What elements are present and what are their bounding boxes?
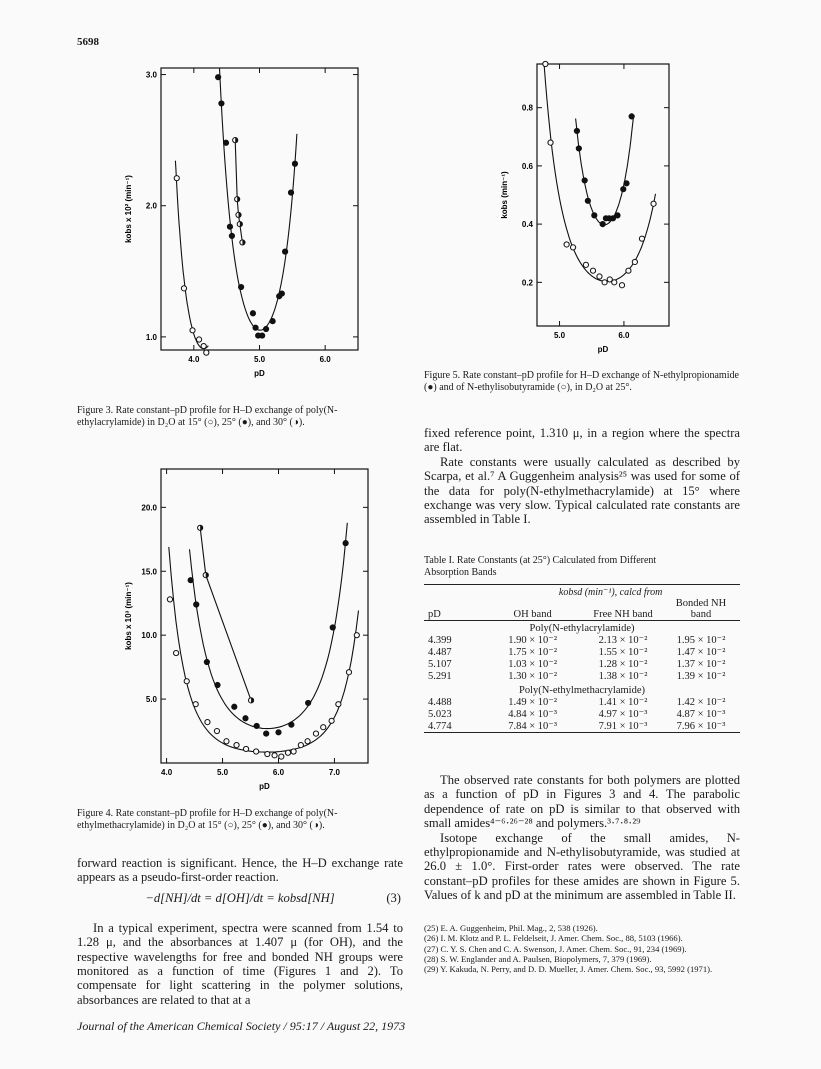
table-group-1-row — [424, 670, 740, 682]
data-point-open — [612, 280, 617, 285]
data-point-open — [597, 274, 602, 279]
data-point-open — [354, 633, 359, 638]
data-point-filled — [194, 602, 199, 607]
x-tick-label: 6.0 — [618, 331, 630, 340]
data-point-open — [313, 731, 318, 736]
left-paragraph-1: forward reaction is significant. Hence, the H–D exchange rate appears as a pseudo-first-order reaction. — [77, 856, 403, 885]
data-point-filled — [250, 311, 255, 316]
data-point-open — [626, 268, 631, 273]
table-header-oh: OH band — [513, 609, 552, 620]
data-point-open — [639, 236, 644, 241]
data-point-open — [167, 597, 172, 602]
data-point-filled — [289, 722, 294, 727]
table-group-2-row — [424, 720, 740, 733]
y-tick-label: 3.0 — [145, 70, 157, 80]
series-curve — [190, 523, 348, 729]
data-point-half — [235, 197, 240, 202]
table-cell: 2.13 × 10⁻² — [598, 635, 648, 646]
data-point-filled — [292, 161, 297, 166]
series-curve — [576, 115, 634, 225]
data-point-filled — [219, 101, 224, 106]
figure-4-plot — [118, 455, 378, 800]
data-point-filled — [283, 249, 288, 254]
data-point-filled — [239, 284, 244, 289]
data-point-open — [321, 725, 326, 730]
left-paragraph-2: In a typical experiment, spectra were scanned from 1.54 to 1.28 μ, and the absorbances at 1.407 μ (for OH), and the respective wavelengths for free and bonded NH groups were monitored as a function of time (Figures 1 and 2). To compensate for light scattering in the polymer solutions, absorbances are related to that at a — [77, 920, 403, 1007]
equation-body: −d[NH]/dt = d[OH]/dt = kobsd[NH] — [145, 890, 335, 905]
data-point-half — [233, 138, 238, 143]
x-tick-label: 4.0 — [161, 768, 173, 777]
x-tick-label: 7.0 — [328, 768, 340, 777]
data-point-open — [234, 743, 239, 748]
data-point-open — [214, 728, 219, 733]
data-point-open — [190, 328, 195, 333]
data-point-open — [224, 739, 229, 744]
reference-item: (28) S. W. Englander and A. Paulsen, Biopolymers, 7, 379 (1969). — [424, 953, 652, 964]
data-point-filled — [585, 198, 590, 203]
data-point-open — [583, 262, 588, 267]
table-cell: 1.37 × 10⁻² — [676, 659, 726, 670]
data-point-open — [298, 743, 303, 748]
series-curve — [235, 140, 242, 242]
data-point-filled — [629, 114, 634, 119]
data-point-half — [203, 572, 208, 577]
data-point-filled — [615, 213, 620, 218]
figure-5-caption: Figure 5. Rate constant–pD profile for H–D exchange of N-ethylpropionamide (●) and of N-ethylisobutyramide (○), in D₂O at 25°. — [424, 370, 739, 393]
table-group-2-row — [424, 708, 740, 720]
data-point-filled — [582, 178, 587, 183]
data-point-half — [248, 698, 253, 703]
figure-3-svg — [118, 58, 378, 393]
data-point-filled — [276, 730, 281, 735]
table-cell: 4.84 × 10⁻³ — [508, 709, 557, 720]
data-point-open — [543, 61, 548, 66]
data-point-filled — [270, 319, 275, 324]
data-point-filled — [215, 682, 220, 687]
y-axis-label: kobs x 10³ (min⁻¹) — [124, 582, 133, 650]
data-point-open — [272, 753, 277, 758]
plot-frame — [161, 68, 358, 350]
table-group-1: Poly(N-ethylacrylamide) — [529, 623, 635, 634]
table-cell: 1.90 × 10⁻² — [508, 635, 557, 646]
journal-footer: Journal of the American Chemical Society / 95:17 / August 22, 1973 — [77, 1019, 406, 1033]
y-axis-label: kobs x 10² (min⁻¹) — [124, 175, 133, 243]
data-point-open — [174, 176, 179, 181]
data-point-filled — [188, 578, 193, 583]
data-point-open — [336, 702, 341, 707]
data-point-open — [346, 670, 351, 675]
table-cell: 1.55 × 10⁻² — [598, 647, 648, 658]
figure-3-plot — [118, 58, 378, 393]
table-cell: 7.96 × 10⁻³ — [676, 721, 726, 732]
table-cell: 1.03 × 10⁻² — [508, 659, 557, 670]
right-column-text-top — [424, 426, 740, 527]
table-cell: 4.487 — [428, 646, 452, 658]
table-cell: 4.97 × 10⁻³ — [598, 709, 648, 720]
x-tick-label: 5.0 — [253, 355, 266, 364]
data-point-filled — [576, 146, 581, 151]
x-tick-label: 4.0 — [188, 355, 200, 364]
table-group-1-row — [424, 658, 740, 670]
data-point-open — [570, 245, 575, 250]
right-column-text-bottom — [424, 773, 740, 903]
data-point-open — [305, 739, 310, 744]
data-point-filled — [260, 333, 265, 338]
x-tick-label: 5.0 — [553, 331, 566, 340]
data-point-filled — [254, 723, 259, 728]
data-point-filled — [592, 213, 597, 218]
table-header-bonded-nh: Bonded NH band — [675, 598, 727, 620]
series-curve — [200, 528, 251, 701]
data-point-open — [291, 749, 296, 754]
data-point-open — [285, 750, 290, 755]
table-group-2: Poly(N-ethylmethacrylamide) — [519, 685, 645, 696]
data-point-filled — [624, 181, 629, 186]
data-point-filled — [264, 731, 269, 736]
reference-item: (27) C. Y. S. Chen and C. A. Swenson, J. Amer. Chem. Soc., 91, 234 (1969). — [424, 943, 687, 954]
y-tick-label: 0.2 — [521, 278, 533, 288]
figure-3-caption: Figure 3. Rate constant–pD profile for H–D exchange of poly(N-ethylacrylamide) in D₂O at 15° (○), 25° (●), and 30° (◑). — [77, 405, 338, 428]
table-group-1-row — [424, 634, 740, 646]
data-point-half — [236, 212, 241, 217]
left-column-text — [77, 856, 403, 1007]
y-tick-label: 20.0 — [141, 503, 157, 513]
x-tick-label: 5.0 — [216, 768, 229, 777]
y-axis-label: kobs (min⁻¹) — [500, 171, 509, 219]
data-point-open — [619, 283, 624, 288]
table-cell: 7.91 × 10⁻³ — [598, 721, 648, 732]
equation-3 — [77, 891, 403, 913]
table-cell: 1.47 × 10⁻² — [676, 647, 726, 658]
table-cell: 5.107 — [428, 658, 452, 670]
y-tick-label: 10.0 — [141, 631, 157, 641]
table-cell: 4.87 × 10⁻³ — [676, 709, 726, 720]
data-point-filled — [216, 75, 221, 80]
table-cell: 4.399 — [428, 634, 452, 646]
data-point-open — [548, 140, 553, 145]
reference-item: (25) E. A. Guggenheim, Phil. Mag., 2, 538 (1926). — [424, 923, 598, 933]
x-axis-label: pD — [597, 345, 609, 354]
y-tick-label: 2.0 — [145, 201, 157, 211]
data-point-open — [184, 679, 189, 684]
data-point-filled — [263, 326, 268, 331]
y-tick-label: 5.0 — [145, 695, 157, 705]
data-point-open — [243, 746, 248, 751]
table-cell: 1.49 × 10⁻² — [508, 697, 557, 708]
x-axis-label: pD — [254, 369, 265, 378]
table-cell: 1.95 × 10⁻² — [676, 635, 726, 646]
data-point-filled — [600, 222, 605, 227]
table-1-title: Table I. Rate Constants (at 25°) Calculated from Different Absorption Bands — [424, 555, 657, 578]
table-cell: 4.488 — [428, 696, 452, 708]
y-tick-label: 0.4 — [521, 220, 533, 230]
table-span-header: kobsd (min⁻¹), calcd from — [558, 587, 663, 598]
data-point-filled — [288, 190, 293, 195]
data-point-open — [193, 702, 198, 707]
data-point-filled — [253, 325, 258, 330]
table-cell: 1.42 × 10⁻² — [676, 697, 726, 708]
data-point-open — [590, 268, 595, 273]
figure-4-svg — [118, 455, 378, 800]
data-point-open — [651, 201, 656, 206]
data-point-open — [181, 286, 186, 291]
table-cell: 1.28 × 10⁻² — [598, 659, 648, 670]
figure-5-svg — [497, 58, 682, 358]
data-point-open — [279, 754, 284, 759]
y-tick-label: 15.0 — [141, 567, 157, 577]
right-paragraph-1: fixed reference point, 1.310 μ, in a region where the spectra are flat. — [424, 426, 740, 455]
figure-4-caption: Figure 4. Rate constant–pD profile for H–D exchange of poly(N-ethylmethacrylamide) in D₂O at 15° (○), 25° (●), and 30° (◑). — [77, 808, 338, 831]
page-number: 5698 — [77, 36, 99, 48]
data-point-open — [329, 718, 334, 723]
y-tick-label: 0.8 — [521, 103, 533, 113]
data-point-half — [240, 240, 245, 245]
data-point-open — [201, 343, 206, 348]
table-1 — [424, 584, 740, 735]
data-point-open — [174, 650, 179, 655]
data-point-half — [198, 525, 203, 530]
table-cell: 1.41 × 10⁻² — [598, 697, 648, 708]
data-point-filled — [229, 233, 234, 238]
data-point-filled — [343, 541, 348, 546]
data-point-filled — [306, 700, 311, 705]
table-cell: 1.30 × 10⁻² — [508, 671, 557, 682]
data-point-filled — [330, 625, 335, 630]
table-cell: 4.774 — [428, 720, 452, 732]
equation-number: (3) — [386, 890, 401, 905]
data-point-filled — [227, 224, 232, 229]
table-cell: 1.39 × 10⁻² — [676, 671, 726, 682]
table-header-free-nh: Free NH band — [593, 609, 653, 620]
data-point-open — [564, 242, 569, 247]
series-curve — [217, 5, 297, 331]
data-point-filled — [243, 716, 248, 721]
data-point-half — [237, 221, 242, 226]
data-point-filled — [279, 291, 284, 296]
right-paragraph-3: The observed rate constants for both polymers are plotted as a function of pD in Figures 3 and 4. The parabolic dependence of rate on pD is similar to that observed with small amides⁴⁻⁶·²⁶⁻²⁸ and polymers.³·⁷·⁸·²⁹ — [424, 773, 740, 831]
reference-item: (29) Y. Kakuda, N. Perry, and D. D. Mueller, J. Amer. Chem. Soc., 93, 5992 (1971). — [424, 964, 713, 975]
y-tick-label: 0.6 — [521, 161, 533, 171]
data-point-open — [602, 280, 607, 285]
x-tick-label: 6.0 — [272, 768, 285, 777]
right-paragraph-4: Isotope exchange of the small amides, N-ethylpropionamide and N-ethylisobutyramide, was studied at 26.0 ± 1.0°. First-order rates were observed. The rate constant–pD profiles for these amides are shown in Figure 5. Values of k and pD at the minimum are assembled in Table II. — [424, 830, 740, 903]
right-paragraph-2: Rate constants were usually calculated as described by Scarpa, et al.⁷ A Guggenheim analysis²⁵ was used for some of the data for poly(N-ethylmethacrylamide) at 15° where exchange was very slow. Typical calculated rate constants are assembled in Table I. — [424, 454, 740, 527]
data-point-open — [632, 259, 637, 264]
table-cell: 5.291 — [428, 670, 452, 682]
data-point-filled — [621, 187, 626, 192]
table-header-pd: pD — [428, 609, 441, 620]
x-tick-label: 6.0 — [319, 355, 331, 364]
data-point-open — [254, 749, 259, 754]
data-point-open — [204, 350, 209, 355]
table-group-2-row — [424, 696, 740, 708]
series-curve — [544, 65, 655, 282]
references-list — [424, 923, 740, 974]
data-point-open — [265, 751, 270, 756]
x-axis-label: pD — [259, 782, 270, 791]
data-point-filled — [574, 128, 579, 133]
data-point-filled — [223, 140, 228, 145]
table-cell: 1.75 × 10⁻² — [508, 647, 557, 658]
figure-5-plot — [497, 58, 682, 358]
table-cell: 7.84 × 10⁻³ — [508, 721, 557, 732]
data-point-open — [196, 337, 201, 342]
reference-item: (26) I. M. Klotz and P. L. Feldelseit, J. Amer. Chem. Soc., 88, 5103 (1966). — [424, 933, 683, 944]
table-cell: 5.023 — [428, 708, 452, 720]
data-point-filled — [232, 704, 237, 709]
data-point-open — [205, 719, 210, 724]
data-point-filled — [204, 659, 209, 664]
table-group-1-row — [424, 646, 740, 658]
y-tick-label: 1.0 — [145, 332, 157, 342]
plot-frame — [537, 64, 669, 326]
table-cell: 1.38 × 10⁻² — [598, 671, 648, 682]
series-curve — [175, 161, 208, 349]
